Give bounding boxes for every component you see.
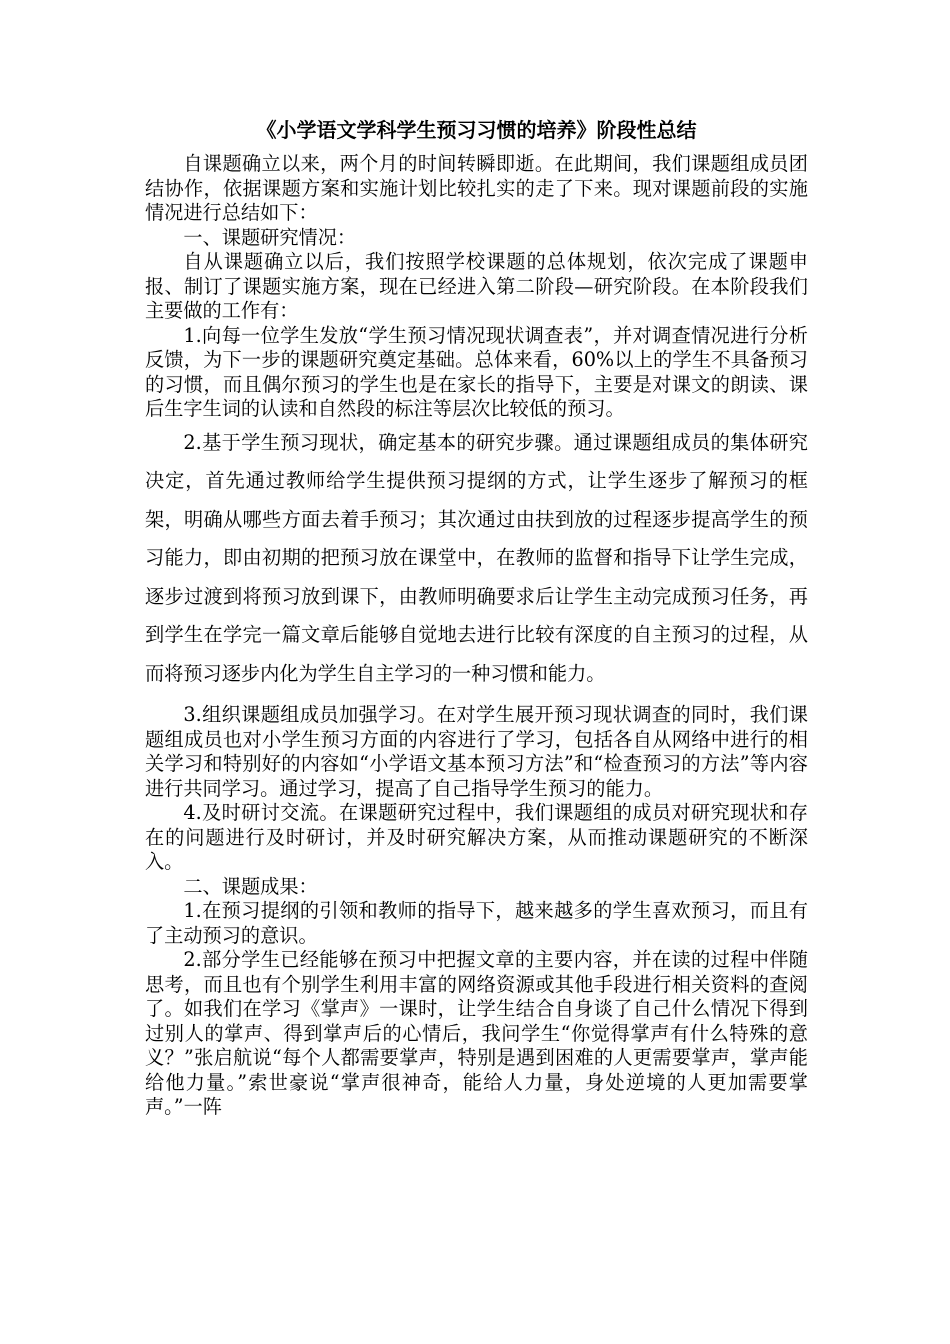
work-item-4-paragraph: 4.及时研讨交流。在课题研究过程中，我们课题组的成员对研究现状和存在的问题进行及时研讨，并及时研究解决方案，从而推动课题研究的不断深入。 — [145, 801, 808, 873]
result-item-1-paragraph: 1.在预习提纲的引领和教师的指导下，越来越多的学生喜欢预习，而且有了主动预习的意识。 — [145, 899, 808, 947]
document-page — [145, 118, 808, 1120]
document-title: 《小学语文学科学生预习习惯的培养》阶段性总结 — [256, 118, 697, 142]
result-item-2-paragraph: 2.部分学生已经能够在预习中把握文章的主要内容，并在读的过程中伴随思考，而且也有个别学生利用丰富的网络资源或其他手段进行相关资料的查阅了。如我们在学习《掌声》一课时，让学生结合自身谈了自己什么情况下得到过别人的掌声、得到掌声后的心情后，我问学生“你觉得掌声有什么特殊的意义？”张启航说“每个人都需要掌声，特别是遇到困难的人更需要掌声，掌声能给他力量。”索世豪说“掌声很神奇，能给人力量，身处逆境的人更加需要掌声。”一阵 — [145, 948, 808, 1118]
section-heading-results: 二、课题成果： — [183, 874, 318, 898]
work-item-3-paragraph: 3.组织课题组成员加强学习。在对学生展开预习现状调查的同时，我们课题组成员也对小学生预习方面的内容进行了学习，包括各自从网络中进行的相关学习和特别好的内容如“小学语文基本预习方法”和“检查预习的方法”等内容进行共同学习。通过学习，提高了自己指导学生预习的能力。 — [145, 703, 808, 800]
section-heading-research: 一、课题研究情况： — [183, 225, 357, 249]
intro-paragraph: 自课题确立以来，两个月的时间转瞬即逝。在此期间，我们课题组成员团结协作，依据课题方案和实施计划比较扎实的走了下来。现对课题前段的实施情况进行总结如下： — [145, 152, 808, 224]
work-item-2-paragraph: 2.基于学生预习现状，确定基本的研究步骤。通过课题组成员的集体研究决定，首先通过教师给学生提供预习提纲的方式，让学生逐步了解预习的框架，明确从哪些方面去着手预习；其次通过由扶到放的过程逐步提高学生的预习能力，即由初期的把预习放在课堂中，在教师的监督和指导下让学生完成，逐步过渡到将预习放到课下，由教师明确要求后让学生主动完成预习任务，再到学生在学完一篇文章后能够自觉地去进行比较有深度的自主预习的过程，从而将预习逐步内化为学生自主学习的一种习惯和能力。 — [145, 430, 808, 685]
research-overview-paragraph: 自从课题确立以后，我们按照学校课题的总体规划，依次完成了课题申报、制订了课题实施方案，现在已经进入第二阶段—研究阶段。在本阶段我们主要做的工作有： — [145, 250, 808, 322]
work-item-1-paragraph: 1.向每一位学生发放“学生预习情况现状调查表”，并对调查情况进行分析反馈，为下一步的课题研究奠定基础。总体来看，60%以上的学生不具备预习的习惯，而且偶尔预习的学生也是在家长的指导下，主要是对课文的朗读、课后生字生词的认读和自然段的标注等层次比较低的预习。 — [145, 323, 808, 420]
